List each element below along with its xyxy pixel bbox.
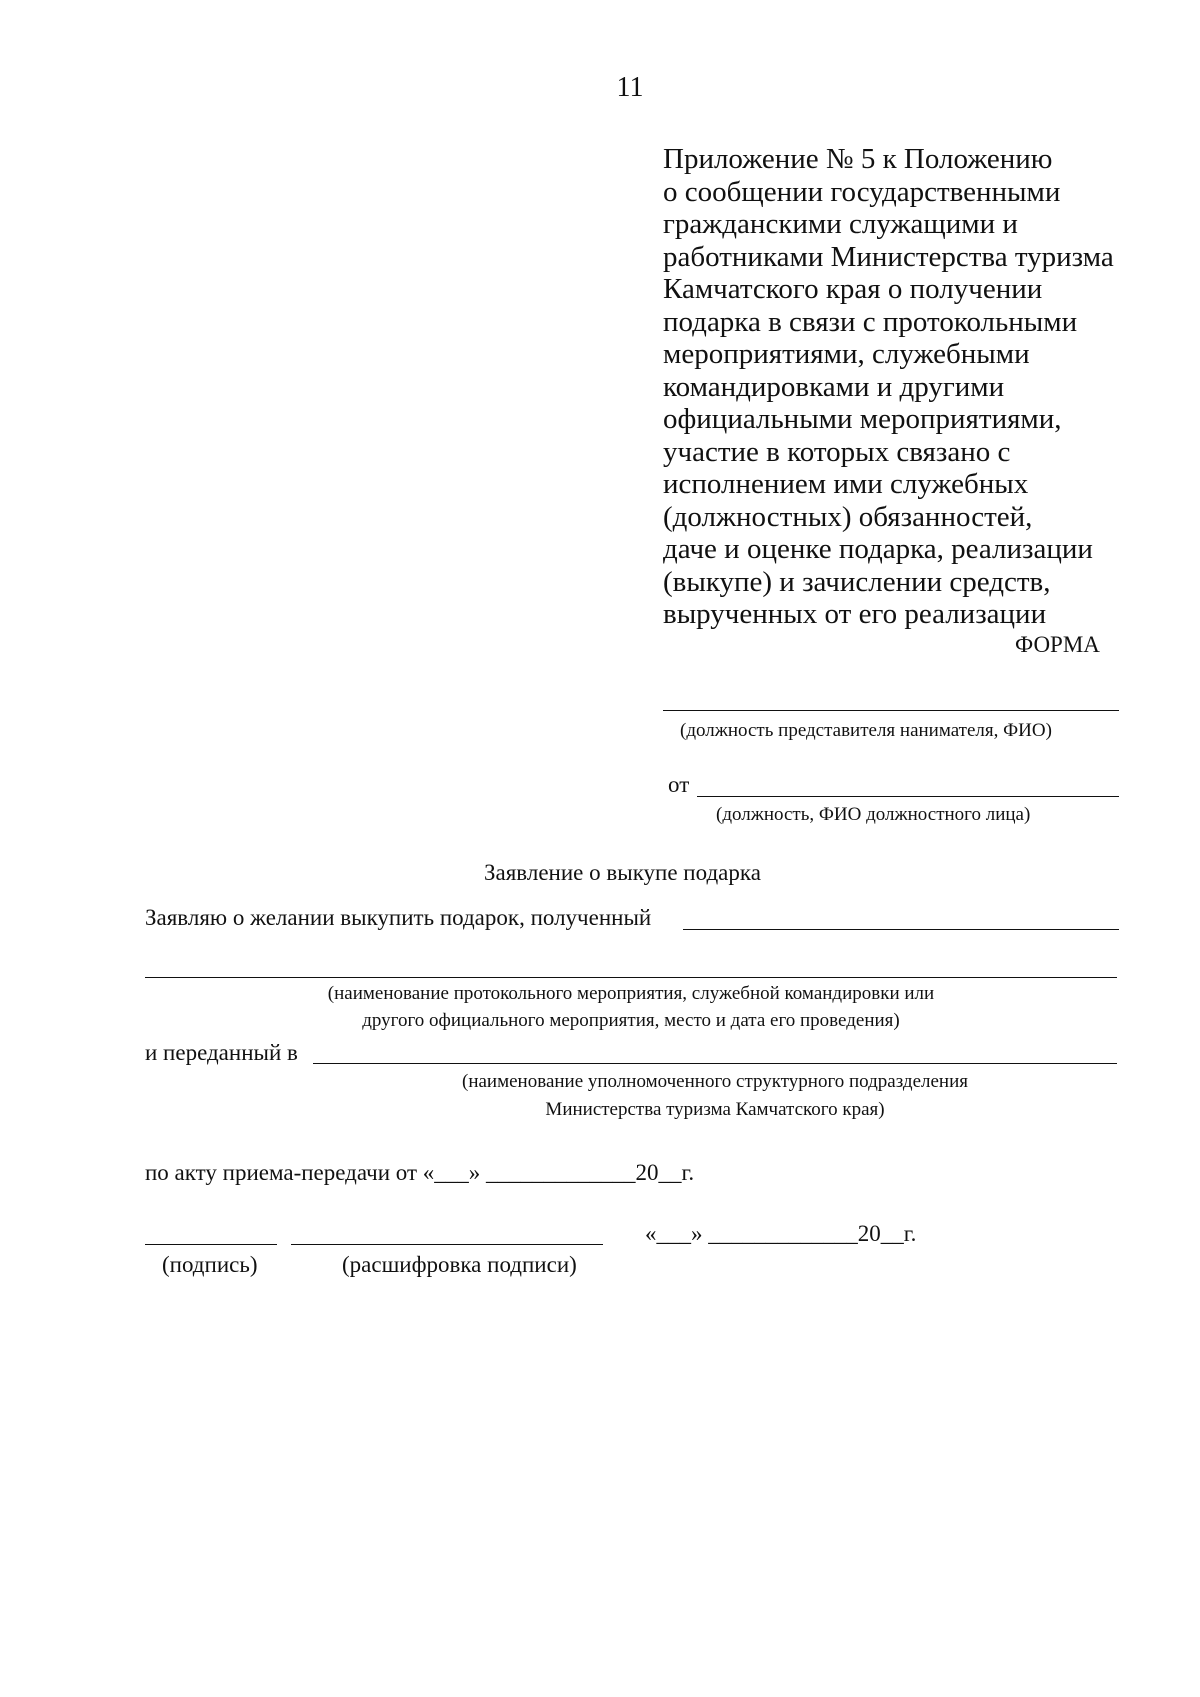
gift-source-field[interactable] — [683, 929, 1119, 930]
addressee-name-field[interactable] — [663, 710, 1119, 711]
event-caption-2: другого официального мероприятия, место и дата его проведения) — [362, 1010, 900, 1031]
appendix-line: Приложение № 5 к Положению — [663, 143, 1053, 175]
act-date-line: по акту приема-передачи от «___» _____________20__г. — [145, 1160, 695, 1185]
appendix-line: командировками и другими — [663, 370, 1005, 403]
appendix-line: Камчатского края о получении — [663, 273, 1043, 305]
unit-caption-2: Министерства туризма Камчатского края) — [545, 1099, 885, 1120]
signature-decode-caption: (расшифровка подписи) — [342, 1252, 577, 1277]
signature-date: «___» _____________20__г. — [645, 1221, 917, 1246]
appendix-line: подарка в связи с протокольными — [663, 305, 1078, 338]
statement-line1: Заявляю о желании выкупить подарок, полученный — [145, 905, 652, 930]
appendix-line: участие в которых связано с — [663, 435, 1011, 468]
event-field[interactable] — [145, 977, 1117, 978]
from-name-field[interactable] — [697, 796, 1119, 797]
signature-field[interactable] — [145, 1244, 277, 1245]
event-caption-1: (наименование протокольного мероприятия, служебной командировки или — [327, 983, 935, 1004]
appendix-line: о сообщении государственными — [663, 175, 1061, 208]
form-label: ФОРМА — [1015, 632, 1100, 657]
from-label: от — [668, 772, 690, 797]
appendix-line: исполнением ими служебных — [663, 468, 1029, 500]
appendix-line: работниками Министерства туризма — [663, 240, 1114, 273]
unit-caption-1: (наименование уполномоченного структурного подразделения — [462, 1071, 968, 1092]
signature-caption: (подпись) — [162, 1252, 258, 1277]
transferred-label: и переданный в — [145, 1040, 298, 1065]
addressee-caption: (должность представителя нанимателя, ФИО) — [680, 720, 1052, 741]
appendix-line: (выкупе) и зачислении средств, — [663, 565, 1051, 598]
appendix-line: (должностных) обязанностей, — [663, 500, 1033, 533]
appendix-line: мероприятиями, служебными — [663, 338, 1030, 370]
appendix-line: гражданскими служащими и — [663, 208, 1018, 240]
page-number: 11 — [616, 72, 644, 103]
statement-title: Заявление о выкупе подарка — [484, 860, 761, 885]
signature-decode-field[interactable] — [291, 1244, 603, 1245]
unit-field[interactable] — [313, 1063, 1117, 1064]
appendix-block — [663, 143, 1133, 631]
from-caption: (должность, ФИО должностного лица) — [716, 804, 1031, 825]
appendix-line: вырученных от его реализации — [663, 598, 1047, 630]
appendix-line: официальными мероприятиями, — [663, 403, 1062, 435]
appendix-line: даче и оценке подарка, реализации — [663, 533, 1093, 565]
